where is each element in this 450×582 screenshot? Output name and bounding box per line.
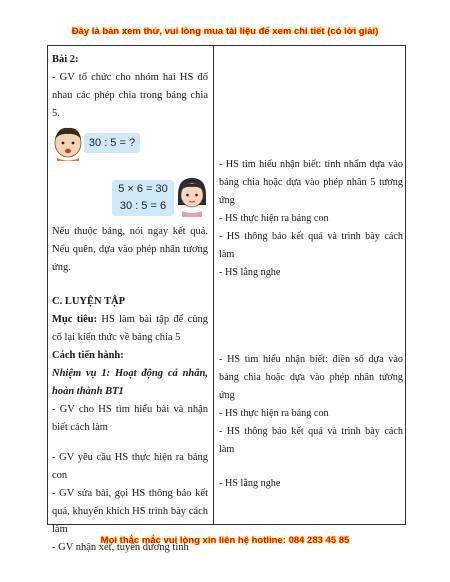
- objective-label: Mục tiêu:: [52, 314, 98, 325]
- teacher-step-4: - GV nhận xét, tuyên dương tinh: [52, 542, 189, 553]
- girl-icon: [176, 175, 208, 217]
- student-step-2a: - HS tìm hiểu nhận biết: điền số dựa vào bảng chia hoặc dựa vào phép nhân tương ứng: [219, 354, 403, 401]
- student-column-block-2: [219, 351, 403, 493]
- teacher-step-3: - GV sửa bài, gọi HS thông báo kết quả, khuyến khích HS trình bày cách làm: [52, 488, 208, 535]
- teacher-step-2: - GV yêu cầu HS thực hiện ra bảng con: [52, 452, 208, 481]
- student-step-2c: - HS thông báo kết quả và trình bày cách làm: [219, 426, 403, 455]
- teacher-step-1: - GV cho HS tìm hiểu bài và nhận biết cách làm: [52, 404, 208, 433]
- exercise-2-text: - GV tổ chức cho nhóm hai HS đố nhau các phép chia trong bảng chia 5.: [52, 72, 208, 119]
- student-step-2b: - HS thực hiện ra bảng con: [219, 408, 329, 419]
- student-step-1c: - HS thông báo kết quả và trình bày cách làm: [219, 231, 403, 260]
- exercise-2-note: Nếu thuộc bảng, nói ngay kết quả. Nếu quên, dựa vào phép nhân tương ứng.: [52, 226, 208, 273]
- objective: [52, 311, 208, 347]
- objective-text: HS làm bài tập để củng cố lại kiến thức về bảng chia 5: [52, 314, 208, 343]
- procedure-heading: Cách tiến hành:: [52, 350, 124, 361]
- dialogue-illustration: [52, 123, 208, 223]
- answer-line-2: 30 : 5 = 6: [119, 200, 167, 212]
- student-step-1a: - HS tìm hiểu nhận biết: tính nhẩm dựa vào bảng chia hoặc dựa vào phép nhân 5 tương ứng: [219, 159, 403, 206]
- preview-banner: Đây là bản xem thử, vui lòng mua tài liệu để xem chi tiết (có lời giải): [71, 26, 379, 37]
- answer-line-1: 5 × 6 = 30: [118, 183, 168, 195]
- answer-bubble: [112, 180, 174, 216]
- task-1-heading: Nhiệm vụ 1: Hoạt động cá nhân, hoàn thành BT1: [52, 368, 208, 397]
- student-step-1b: - HS thực hiện ra bảng con: [219, 213, 329, 224]
- boy-icon: [52, 125, 84, 161]
- section-c-heading: C. LUYỆN TẬP: [52, 296, 126, 307]
- exercise-2-title: Bài 2:: [52, 54, 79, 65]
- student-step-2d: - HS lắng nghe: [219, 478, 281, 489]
- teacher-column: [52, 51, 208, 557]
- column-divider: [213, 46, 214, 524]
- question-bubble: 30 : 5 = ?: [84, 133, 140, 153]
- hotline-banner: Mọi thắc mắc vui lòng xin liên hệ hotline: 084 283 45 85: [100, 535, 350, 546]
- student-column-block-1: [219, 156, 403, 282]
- student-step-1d: - HS lắng nghe: [219, 267, 281, 278]
